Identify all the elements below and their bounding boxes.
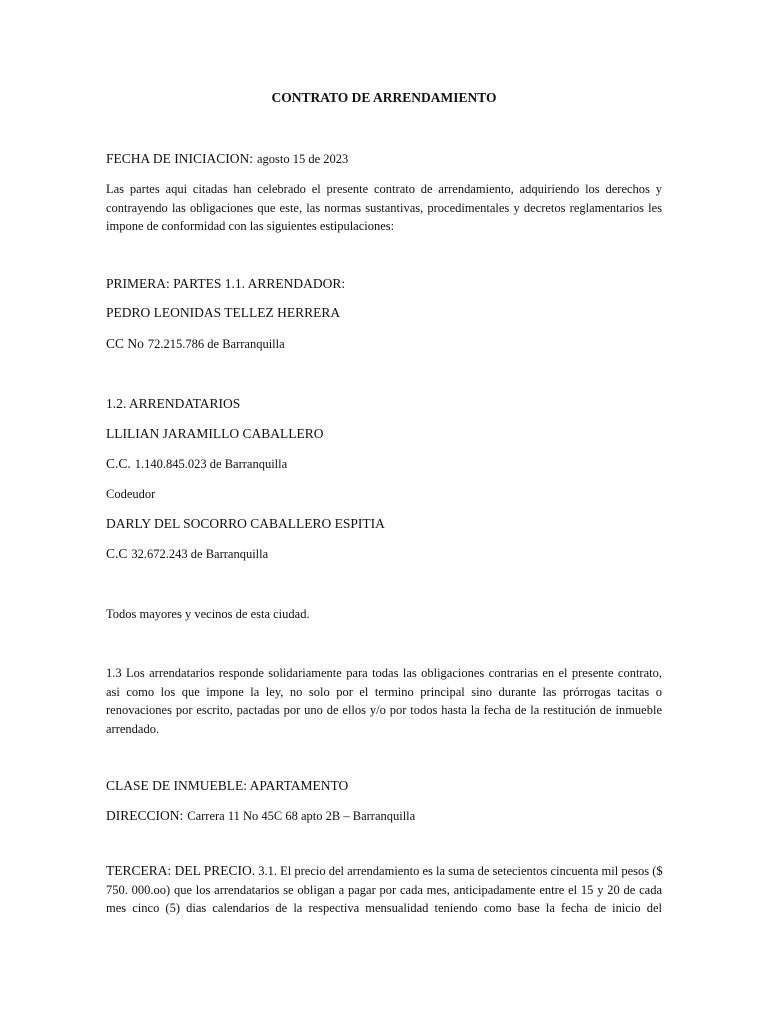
fecha-line	[106, 150, 348, 168]
vecinos-text: Todos mayores y vecinos de esta ciudad.	[106, 607, 310, 621]
tercera-line	[106, 862, 662, 881]
arrendador-cc-value: 72.215.786 de Barranquilla	[147, 337, 285, 351]
clause-13-line: asi como los que impone la ley, no solo por el termino principal sino durante las prórrogas tacitas o	[106, 684, 662, 699]
tercera-paragraph	[106, 862, 662, 918]
intro-paragraph	[106, 180, 662, 236]
fecha-value: agosto 15 de 2023	[257, 152, 349, 166]
direccion-line	[106, 807, 415, 825]
codeudor-cc	[106, 545, 268, 563]
tercera-label: TERCERA: DEL PRECIO.	[106, 863, 256, 878]
arrendatarios-heading: 1.2. ARRENDATARIOS	[106, 396, 241, 411]
clause-13-line: 1.3 Los arrendatarios responde solidariamente para todas las obligaciones contrarias en el presente contrato,	[106, 666, 662, 680]
clause-13-line: renovaciones por escrito, pactadas por uno de ellos y/o por todos hasta la fecha de la restitución de inmueble	[106, 703, 662, 717]
arrendatario-cc	[106, 455, 287, 473]
codeudor-cc-value: 32.672.243 de Barranquilla	[131, 547, 269, 561]
arrendador-cc-label: CC No	[106, 336, 144, 351]
tercera-text: 3.1. El precio del arrendamiento es la suma de setecientos cincuenta mil pesos ($	[258, 864, 663, 878]
clase-inmueble: CLASE DE INMUEBLE: APARTAMENTO	[106, 778, 349, 793]
codeudor-label: Codeudor	[106, 487, 156, 501]
direccion-label: DIRECCION:	[106, 808, 184, 823]
tercera-line: 750. 000.oo) que los arrendatarios se obligan a pagar por cada mes, anticipadamente entre el 15 y 20 de cada	[106, 882, 662, 897]
primera-heading: PRIMERA: PARTES 1.1. ARRENDADOR:	[106, 276, 346, 291]
codeudor-cc-label: C.C	[106, 546, 128, 561]
arrendatario-cc-label: C.C.	[106, 456, 131, 471]
tercera-line: mes cinco (5) dias calendarios de la respectiva mensualidad teniendo como base la fecha de inicio del	[106, 901, 662, 915]
fecha-label: FECHA DE INICIACION:	[106, 151, 253, 166]
arrendador-name: PEDRO LEONIDAS TELLEZ HERRERA	[106, 305, 341, 320]
arrendatario-name: LLILIAN JARAMILLO CABALLERO	[106, 426, 324, 441]
intro-line: Las partes aqui citadas han celebrado el presente contrato de arrendamiento, adquiriendo los derechos y	[106, 182, 662, 196]
arrendador-cc	[106, 335, 285, 353]
document-title: CONTRATO DE ARRENDAMIENTO	[271, 90, 497, 105]
clause-13-line: arrendado.	[106, 721, 160, 736]
arrendatario-cc-value: 1.140.845.023 de Barranquilla	[134, 457, 288, 471]
intro-line: impone de conformidad con las siguientes estipulaciones:	[106, 219, 395, 233]
clause-13-paragraph	[106, 664, 662, 738]
direccion-value: Carrera 11 No 45C 68 apto 2B – Barranquilla	[187, 809, 416, 823]
codeudor-name: DARLY DEL SOCORRO CABALLERO ESPITIA	[106, 516, 385, 531]
intro-line: contrayendo las obligaciones que este, las normas sustantivas, procedimentales y decretos reglamentarios les	[106, 200, 662, 215]
